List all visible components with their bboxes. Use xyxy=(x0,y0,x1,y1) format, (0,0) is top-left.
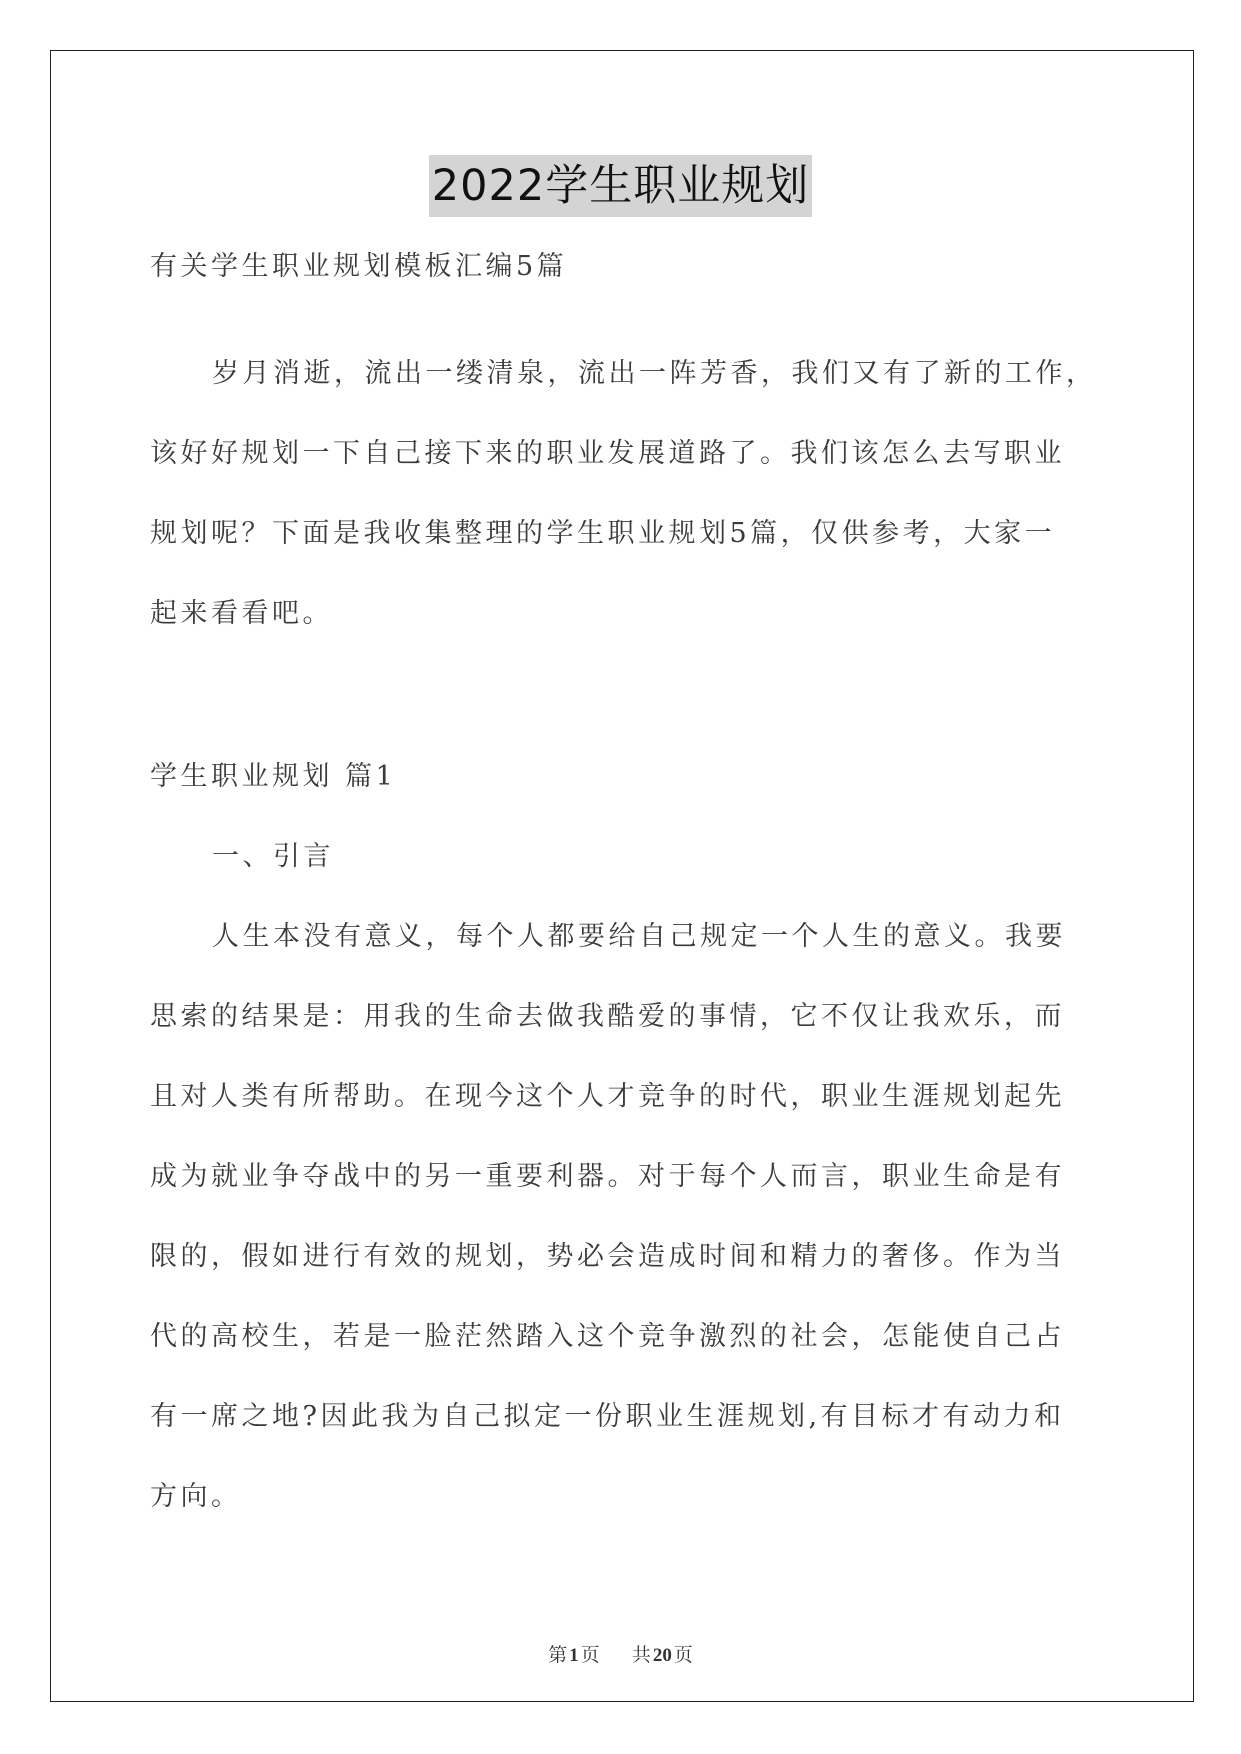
total-pages: 20 xyxy=(652,1645,672,1666)
document-title: 2022学生职业规划 xyxy=(429,155,812,217)
total-prefix: 共 xyxy=(631,1644,651,1666)
body-line: 限的，假如进行有效的规划，势必会造成时间和精力的奢侈。作为当 xyxy=(150,1241,1065,1272)
sub-heading: 一、引言 xyxy=(212,841,334,872)
page-suffix: 页 xyxy=(580,1644,600,1666)
body-line: 人生本没有意义，每个人都要给自己规定一个人生的意义。我要 xyxy=(212,921,1066,952)
body-line: 有一席之地?因此我为自己拟定一份职业生涯规划,有目标才有动力和 xyxy=(150,1401,1065,1432)
section-heading: 学生职业规划 篇1 xyxy=(150,761,397,792)
body-line: 方向。 xyxy=(150,1481,242,1512)
body-line: 思索的结果是：用我的生命去做我酷爱的事情，它不仅让我欢乐，而 xyxy=(150,1001,1065,1032)
intro-line: 该好好规划一下自己接下来的职业发展道路了。我们该怎么去写职业 xyxy=(150,438,1065,469)
intro-line: 规划呢？下面是我收集整理的学生职业规划5篇，仅供参考，大家一 xyxy=(150,518,1056,549)
body-line: 且对人类有所帮助。在现今这个人才竞争的时代，职业生涯规划起先 xyxy=(150,1081,1065,1112)
intro-line: 起来看看吧。 xyxy=(150,598,333,629)
total-suffix: 页 xyxy=(673,1644,693,1666)
total-pages-indicator xyxy=(630,1644,695,1666)
title-wrapper xyxy=(0,155,1241,217)
document-subtitle: 有关学生职业规划模板汇编5篇 xyxy=(150,251,568,282)
page-number: 1 xyxy=(569,1645,579,1666)
page-prefix: 第 xyxy=(548,1644,568,1666)
body-line: 成为就业争夺战中的另一重要利器。对于每个人而言，职业生命是有 xyxy=(150,1161,1065,1192)
intro-line: 岁月消逝，流出一缕清泉，流出一阵芳香，我们又有了新的工作， xyxy=(212,358,1097,389)
page-indicator xyxy=(546,1644,602,1666)
page-border xyxy=(50,50,1194,1702)
body-line: 代的高校生，若是一脸茫然踏入这个竞争激烈的社会，怎能使自己占 xyxy=(150,1321,1065,1352)
page-footer xyxy=(0,1640,1241,1667)
